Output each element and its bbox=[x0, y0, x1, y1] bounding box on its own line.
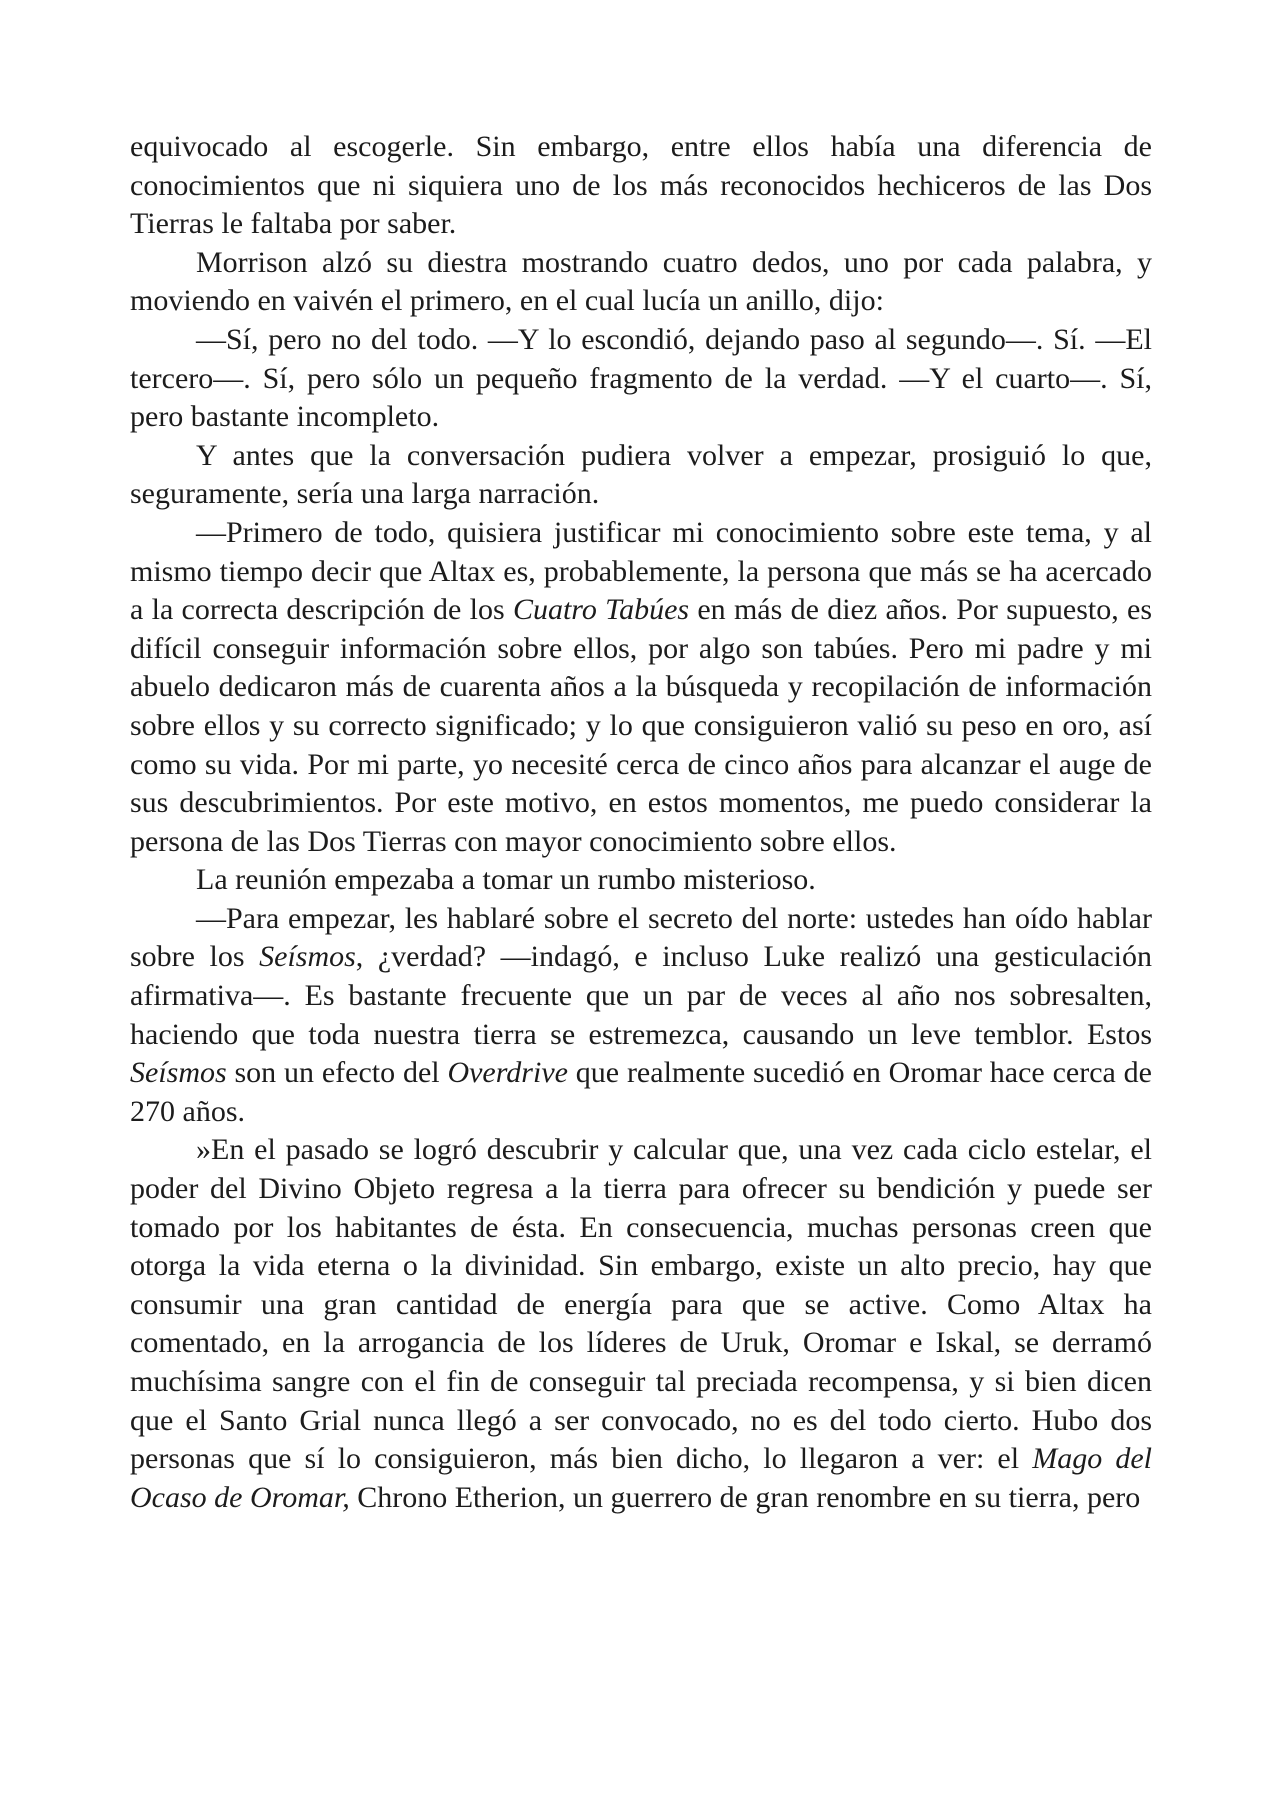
text-run: —Sí, pero no del todo. —Y lo escondió, dejando paso al segundo—. Sí. —El tercero—. Sí, pero sólo un pequeño fragmento de la verdad. —Y el cuarto—. Sí, pero bastante incompleto. bbox=[130, 322, 1152, 434]
paragraph bbox=[130, 900, 1152, 1132]
text-run: equivocado al escogerle. Sin embargo, entre ellos había una diferencia de conocimientos que ni siquiera uno de los más reconocidos hechiceros de las Dos Tierras le faltaba por saber. bbox=[130, 130, 1152, 241]
book-page bbox=[130, 128, 1152, 1517]
italic-text: Cuatro Tabúes bbox=[512, 593, 690, 627]
text-run: Y antes que la conversación pudiera volver a empezar, prosiguió lo que, seguramente, sería una larga narración. bbox=[130, 438, 1152, 511]
text-run: Chrono Etherion, un guerrero de gran renombre en su tierra, pero bbox=[349, 1480, 1141, 1514]
italic-text: Seísmos bbox=[130, 1056, 227, 1090]
text-run: —Para empezar, les hablaré sobre el secreto del norte: ustedes han oído hablar sobre los bbox=[130, 901, 1152, 974]
text-run: —Primero de todo, quisiera justificar mi conocimiento sobre este tema, y al mismo tiempo decir que Altax es, probablemente, la persona que más se ha acercado a la correcta descripción de los bbox=[130, 515, 1152, 627]
text-run: que realmente sucedió en Oromar hace cerca de 270 años. bbox=[130, 1056, 1152, 1128]
paragraph bbox=[130, 128, 1152, 244]
paragraph bbox=[130, 514, 1152, 861]
paragraph bbox=[130, 1131, 1152, 1517]
text-run: , ¿verdad? —indagó, e incluso Luke realizó una gesticulación afirmativa—. Es bastante frecuente que un par de veces al año nos sobresalten, haciendo que toda nuestra tierra se estremezca, causando un leve temblor. Estos bbox=[130, 940, 1153, 1051]
text-run: son un efecto del bbox=[226, 1056, 448, 1090]
paragraph bbox=[130, 321, 1152, 437]
italic-text: Overdrive bbox=[447, 1056, 568, 1090]
paragraph bbox=[130, 437, 1152, 514]
text-run: en más de diez años. Por supuesto, es difícil conseguir información sobre ellos, por algo son tabúes. Pero mi padre y mi abuelo dedicaron más de cuarenta años a la búsqueda y recopilación de información sobre ellos y su correcto significado; y lo que consiguieron valió su peso en oro, así como su vida. Por mi parte, yo necesité cerca de cinco años para alcanzar el auge de sus descubrimientos. Por este motivo, en estos momentos, me puedo considerar la persona de las Dos Tierras con mayor conocimiento sobre ellos. bbox=[130, 593, 1153, 858]
italic-text: Seísmos bbox=[259, 940, 356, 974]
text-run: »En el pasado se logró descubrir y calcular que, una vez cada ciclo estelar, el poder del Divino Objeto regresa a la tierra para ofrecer su bendición y puede ser tomado por los habitantes de ésta. En consecuencia, muchas personas creen que otorga la vida eterna o la divinidad. Sin embargo, existe un alto precio, hay que consumir una gran cantidad de energía para que se active. Como Altax ha comentado, en la arrogancia de los líderes de Uruk, Oromar e Iskal, se derramó muchísima sangre con el fin de conseguir tal preciada recompensa, y si bien dicen que el Santo Grial nunca llegó a ser convocado, no es del todo cierto. Hubo dos personas que sí lo consiguieron, más bien dicho, lo llegaron a ver: el bbox=[130, 1133, 1152, 1476]
paragraph bbox=[130, 244, 1152, 321]
text-run: La reunión empezaba a tomar un rumbo misterioso. bbox=[196, 863, 816, 897]
paragraph bbox=[130, 861, 1152, 900]
italic-text: Mago del Ocaso de Oromar, bbox=[130, 1442, 1152, 1514]
text-run: Morrison alzó su diestra mostrando cuatro dedos, uno por cada palabra, y moviendo en vaivén el primero, en el cual lucía un anillo, dijo: bbox=[130, 245, 1152, 318]
